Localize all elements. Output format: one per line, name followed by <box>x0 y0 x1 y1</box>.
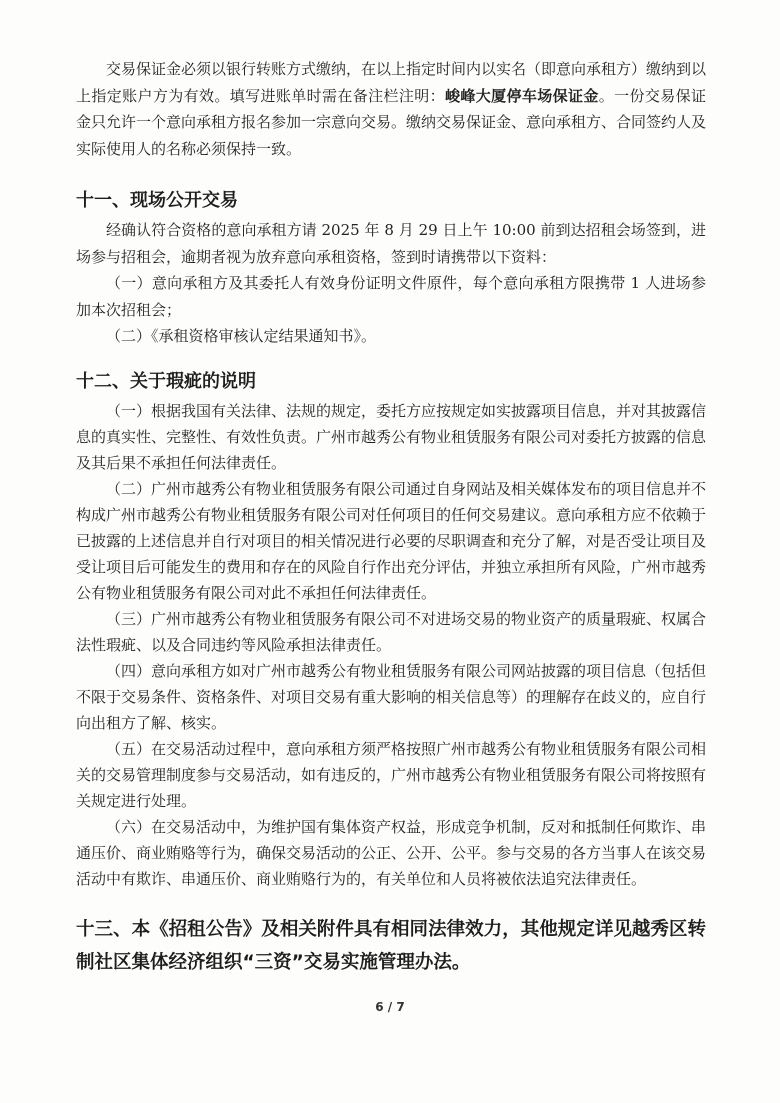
section-12-item-4: （四）意向承租方如对广州市越秀公有物业租赁服务有限公司网站披露的项目信息（包括但不限于交易条件、资格条件、对项目交易有重大影响的相关信息等）的理解存在歧义的，应自行向出租方了解、核实。 <box>76 662 707 732</box>
intro-text-bold: 峻峰大厦停车场保证金 <box>444 86 599 105</box>
section-13 <box>76 913 706 979</box>
section-11 <box>76 186 706 350</box>
intro-text-1: 交易保证金必须以银行转账方式缴纳，在以上指定时间内以实名（即意向承租方）缴纳到以上指定账户方为有效。填写进账单时需在备注栏注明： <box>76 60 707 105</box>
section-12 <box>76 367 706 892</box>
section-13-heading: 十三、本《招租公告》及相关附件具有相同法律效力，其他规定详见越秀区转制社区集体经济组织“三资”交易实施管理办法。 <box>76 919 706 973</box>
intro-paragraph <box>76 56 706 162</box>
section-12-item-1: （一）根据我国有关法律、法规的规定，委托方应按规定如实披露项目信息，并对其披露信息的真实性、完整性、有效性负责。广州市越秀公有物业租赁服务有限公司对委托方披露的信息及其后果不承担任何法律责任。 <box>76 402 707 472</box>
section-12-item-2: （二）广州市越秀公有物业租赁服务有限公司通过自身网站及相关媒体发布的项目信息并不构成广州市越秀公有物业租赁服务有限公司对任何项目的任何交易建议。意向承租方应不依赖于已披露的上述信息并自行对项目的相关情况进行必要的尽职调查和充分了解，对是否受让项目及受让项目后可能发生的费用和存在的风险自行作出充分评估，并独立承担所有风险，广州市越秀公有物业租赁服务有限公司对此不承担任何法律责任。 <box>76 480 707 602</box>
page-number: 6 / 7 <box>375 1000 405 1014</box>
section-12-item-5: （五）在交易活动过程中，意向承租方须严格按照广州市越秀公有物业租赁服务有限公司相关的交易管理制度参与交易活动，如有违反的，广州市越秀公有物业租赁服务有限公司将按照有关规定进行处理。 <box>76 740 707 810</box>
section-11-item-2: （二）《承租资格审核认定结果通知书》。 <box>106 327 377 345</box>
intro-block <box>76 56 706 162</box>
section-11-item-1: （一）意向承租方及其委托人有效身份证明文件原件，每个意向承租方限携带 1 人进场参加本次招租会； <box>76 274 706 319</box>
section-12-item-3: （三）广州市越秀公有物业租赁服务有限公司不对进场交易的物业资产的质量瑕疵、权属合法性瑕疵、以及合同违约等风险承担法律责任。 <box>76 610 707 654</box>
section-11-paragraph: 经确认符合资格的意向承租方请 2025 年 8 月 29 日上午 10:00 前到达招租会场签到，进场参与招租会，逾期者视为放弃意向承租资格，签到时请携带以下资料： <box>76 221 706 266</box>
section-11-heading: 十一、现场公开交易 <box>76 190 238 211</box>
section-12-heading: 十二、关于瑕疵的说明 <box>76 371 256 392</box>
intro-text-2: 。一份交易保证金只允许一个意向承租方报名参加一宗意向交易。缴纳交易保证金、意向承租方、合同签约人及实际使用人的名称必须保持一致。 <box>76 86 707 158</box>
section-12-item-6: （六）在交易活动中，为维护国有集体资产权益，形成竞争机制，反对和抵制任何欺诈、串通压价、商业贿赂等行为，确保交易活动的公正、公开、公平。参与交易的各方当事人在该交易活动中有欺诈、串通压价、商业贿赂行为的，有关单位和人员将被依法追究法律责任。 <box>76 818 707 888</box>
